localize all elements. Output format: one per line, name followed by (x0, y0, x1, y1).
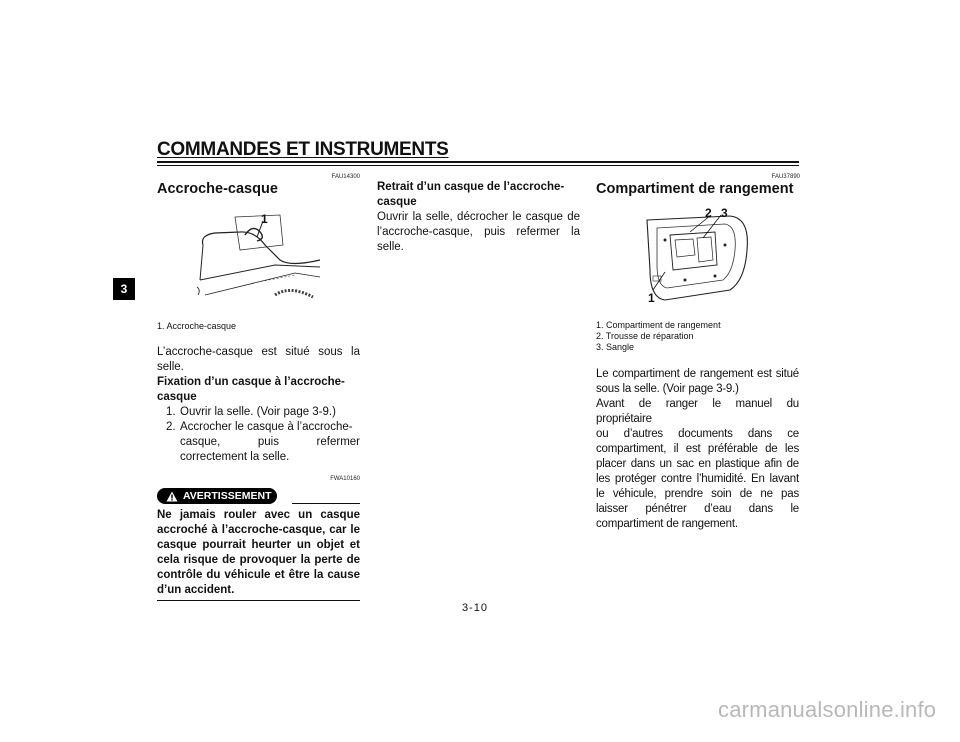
text-line: L’accroche-casque est situé sous la (157, 346, 360, 358)
warning-code: FWA10160 (330, 476, 360, 482)
warning-end-rule (157, 600, 360, 601)
figure-captions (596, 320, 721, 353)
list-text: Ouvrir la selle. (Voir page 3-9.) (180, 406, 336, 418)
text-line: Le compartiment de rangement est situé (596, 368, 799, 380)
page-header-title: COMMANDES ET INSTRUMENTS (157, 139, 449, 160)
list-number: 1. (166, 406, 176, 418)
figure-callout-1: 1 (261, 212, 268, 226)
text-line: laisser pénétrer d’eau dans le (596, 503, 799, 515)
list-text (180, 420, 360, 465)
section-code: FAU14300 (331, 174, 360, 180)
text-line: selle. (157, 361, 184, 373)
subheading-line: casque (157, 391, 197, 403)
section-title-storage: Compartiment de rangement (596, 181, 794, 197)
text-line: le véhicule, prendre soin de ne pas (596, 488, 799, 500)
warning-label: AVERTISSEMENT (183, 490, 272, 502)
section-title-helmet-holder: Accroche-casque (157, 181, 278, 197)
header-rule-thin (157, 165, 799, 166)
figure-callout-1: 1 (648, 291, 655, 305)
helmet-holder-description (157, 345, 360, 465)
warning-text (157, 508, 360, 598)
text-line: casque pourrait heurter un objet et (157, 539, 360, 551)
text-line: selle. (377, 241, 404, 253)
text-line: correctement la selle. (180, 451, 290, 463)
storage-compartment-illustration (645, 210, 755, 310)
warning-triangle-icon (166, 491, 178, 502)
page-number: 3-10 (462, 602, 489, 614)
text-line: Ouvrir la selle, décrocher le casque de (377, 211, 580, 223)
text-line: compartiment de rangement. (596, 518, 738, 530)
figure-callout-3: 3 (721, 206, 728, 220)
caption-line: 3. Sangle (596, 342, 635, 352)
subheading-line: casque (377, 196, 417, 208)
text-line: Ne jamais rouler avec un casque (157, 509, 360, 521)
text-line: contrôle du véhicule et être la cause (157, 569, 360, 581)
text-line: les protéger contre l’humidité. En lavant (596, 473, 799, 485)
list-item (166, 420, 360, 465)
text-line: ou d’autres documents dans ce (596, 428, 799, 440)
storage-description (596, 367, 799, 532)
subheading-line: Retrait d’un casque de l’accroche- (377, 181, 565, 193)
text-line: Accrocher le casque à l’accroche- (180, 421, 353, 433)
text-line: l’accroche-casque, puis refermer la (377, 226, 580, 238)
header-rule (157, 161, 799, 163)
warning-rule (292, 503, 360, 504)
section-code: FAU37890 (771, 174, 800, 180)
text-line: cela risque de provoquer la perte de (157, 554, 360, 566)
site-watermark[interactable]: carmanualsonline.info (718, 697, 937, 722)
caption-line: 2. Trousse de réparation (596, 331, 694, 341)
text-line: Avant de ranger le manuel du propriétaire (596, 398, 799, 425)
figure-caption: 1. Accroche-casque (157, 321, 237, 331)
chapter-tab: 3 (113, 278, 135, 300)
figure-callout-2: 2 (705, 206, 712, 220)
text-line: casque, puis refermer (180, 436, 360, 448)
subheading-line: Fixation d’un casque à l’accroche- (157, 376, 345, 388)
helmet-removal-section (377, 180, 580, 255)
text-line: accroché à l’accroche-casque, car le (157, 524, 360, 536)
text-line: compartiment, il est préférable de les (596, 443, 799, 455)
caption-line: 1. Compartiment de rangement (596, 320, 721, 330)
warning-badge (157, 488, 277, 504)
helmet-holder-illustration (195, 205, 325, 310)
text-line: placer dans un sac en plastique afin de (596, 458, 799, 470)
list-item (166, 405, 360, 420)
text-line: d’un accident. (157, 584, 235, 596)
text-line: sous la selle. (Voir page 3-9.) (596, 383, 739, 395)
list-number: 2. (166, 421, 176, 433)
